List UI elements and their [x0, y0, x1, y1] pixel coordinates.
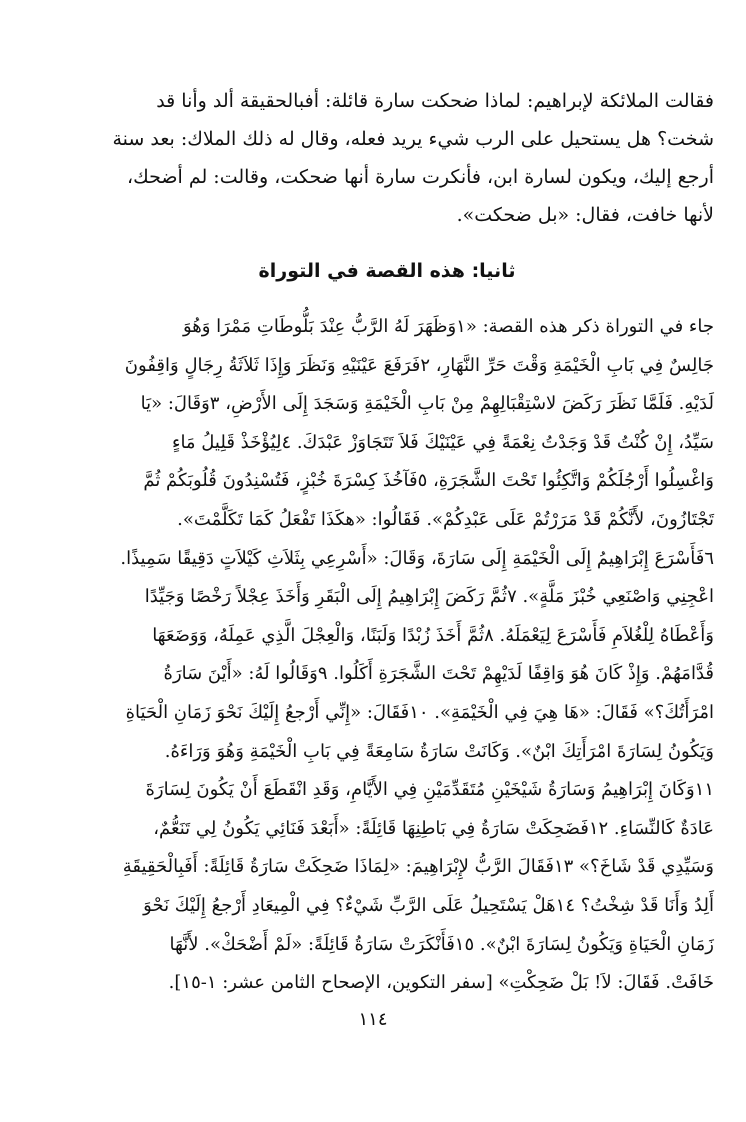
text-line: خَافَتْ. فَقَالَ: لاَ! بَلْ ضَحِكْتِ» [سفر التكوين، الإصحاح الثامن عشر: ١-١٥].: [168, 972, 714, 994]
text-line: فقالت الملائكة لإبراهيم: لماذا ضحكت سارة قائلة: أفبالحقيقة ألد وأنا قد: [156, 90, 714, 112]
intro-paragraph: [60, 82, 714, 234]
text-line: جاء في التوراة ذكر هذه القصة: «١وَظَهَرَ لَهُ الرَّبُّ عِنْدَ بَلُّوطَاتِ مَمْرَا وَهُوَ: [182, 316, 714, 337]
text-line: لَدَيْهِ. فَلَمَّا نَظَرَ رَكَضَ لاسْتِقْبَالِهِمْ مِنْ بَابِ الْخَيْمَةِ وَسَجَدَ إِلَى الأَرْضِ، ٣وَقَالَ: «يَا: [140, 393, 714, 415]
text-line: وَأَعْطَاهُ لِلْغُلاَمِ فَأَسْرَعَ لِيَعْمَلَهُ. ٨ثُمَّ أَخَذَ زُبْدًا وَلَبَنًا، وَالْعِجْلَ الَّذِي عَمِلَهُ، وَوَضَعَهَا: [152, 624, 714, 646]
text-line: أرجع إليك، ويكون لسارة ابن، فأنكرت سارة أنها ضحكت، وقالت: لم أضحك،: [126, 166, 714, 188]
text-line: قُدَّامَهُمْ. وَإِذْ كَانَ هُوَ وَاقِفًا لَدَيْهِمْ تَحْتَ الشَّجَرَةِ أَكَلُوا. ٩وَقَالُوا لَهُ: «أَيْنَ سَارَةُ: [163, 663, 714, 685]
text-line: وَيَكُونُ لِسَارَةَ امْرَأَتِكَ ابْنٌ». وَكَانَتْ سَارَةُ سَامِعَةً فِي بَابِ الْخَيْمَةِ وَهُوَ وَرَاءَهُ.: [164, 740, 714, 762]
text-line: لأنها خافت، فقال: «بل ضحكت».: [456, 204, 714, 226]
text-line: ٦فَأَسْرَعَ إِبْرَاهِيمُ إِلَى الْخَيْمَةِ إِلَى سَارَةَ، وَقَالَ: «أَسْرِعِي بِثَلاَثِ كَيْلاَتٍ دَقِيقًا سَمِيذًا.: [120, 547, 714, 569]
text-line: تَجْتَازُونَ، لأَنَّكُمْ قَدْ مَرَرْتُمْ عَلَى عَبْدِكُمْ». فَقَالُوا: «هكَذَا تَفْعَلُ كَمَا تَكَلَّمْتَ».: [177, 508, 714, 530]
text-line: شخت؟ هل يستحيل على الرب شيء يريد فعله، وقال له ذلك الملاك: بعد سنة: [112, 128, 714, 150]
text-line: امْرَأَتُكَ؟» فَقَالَ: «هَا هِيَ فِي الْخَيْمَةِ». ١٠فَقَالَ: «إِنِّي أَرْجعُ إِلَيْكَ نَحْوَ زَمَانِ الْحَيَاةِ: [125, 701, 714, 723]
text-line: ١١وَكَانَ إِبْرَاهِيمُ وَسَارَةُ شَيْخَيْنِ مُتَقَدِّمَيْنِ فِي الأَيَّامِ، وَقَدِ انْقَطَعَ أَنْ يَكُونَ لِسَارَةَ: [145, 779, 714, 801]
section-heading: ثانيا: هذه القصة في التوراة: [258, 260, 516, 282]
torah-quote-paragraph: [60, 308, 714, 1003]
text-line: سَيِّدُ، إِنْ كُنْتُ قَدْ وَجَدْتُ نِعْمَةً فِي عَيْنَيْكَ فَلاَ تَتَجَاوَزْ عَبْدَكَ. ٤لِيُؤْخَذْ قَلِيلُ مَاءٍ: [171, 431, 714, 453]
text-line: وَاغْسِلُوا أَرْجُلَكُمْ وَاتَّكِئُوا تَحْتَ الشَّجَرَةِ، ٥فَآخُذَ كِسْرَةَ خُبْزٍ، فَتُسْنِدُونَ قُلُوبَكُمْ ثُمَّ: [143, 470, 714, 492]
text-line: اعْجِنِي وَاصْنَعِي خُبْزَ مَلَّةٍ». ٧ثُمَّ رَكَضَ إِبْرَاهِيمُ إِلَى الْبَقَرِ وَأَخَذَ عِجْلاً رَخْصًا وَجَيِّدًا: [144, 586, 714, 608]
page-number: ١١٤: [358, 1009, 388, 1030]
text-line: زَمَانِ الْحَيَاةِ وَيَكُونُ لِسَارَةَ ابْنٌ». ١٥فَأَنْكَرَتْ سَارَةُ قَائِلَةً: «لَمْ أَضْحَكْ». لأَنَّهَا: [169, 933, 714, 955]
text-line: أَلِدُ وَأَنَا قَدْ شِخْتُ؟ ١٤هَلْ يَسْتَحِيلُ عَلَى الرَّبِّ شَيْءٌ؟ فِي الْمِيعَادِ أَرْجعُ إِلَيْكَ نَحْوَ: [143, 894, 714, 916]
text-line: عَادَةٌ كَالنِّسَاءِ. ١٢فَضَحِكَتْ سَارَةُ فِي بَاطِنِهَا قَائِلَةً: «أَبَعْدَ فَنَائِي يَكُونُ لِي تَنَعُّمٌ،: [153, 817, 714, 839]
text-line: وَسَيِّدِي قَدْ شَاخَ؟» ١٣فَقَالَ الرَّبُّ لإِبْرَاهِيمَ: «لِمَاذَا ضَحِكَتْ سَارَةُ قَائِلَةً: أَفَبِالْحَقِيقَةِ: [122, 856, 714, 878]
text-line: جَالِسٌ فِي بَابِ الْخَيْمَةِ وَقْتَ حَرِّ النَّهَارِ، ٢فَرَفَعَ عَيْنَيْهِ وَنَظَرَ وَإِذَا ثَلاَثَةُ رِجَالٍ وَاقِفُونَ: [124, 354, 714, 376]
